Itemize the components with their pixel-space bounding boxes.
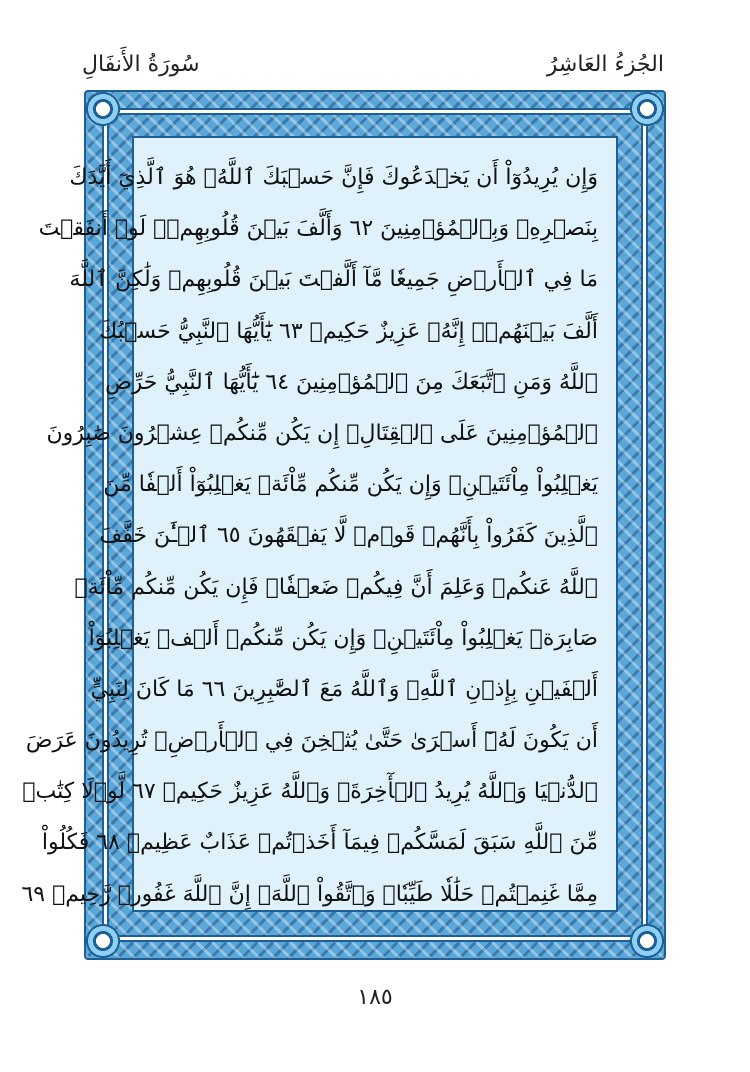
- verse-line: بِنَصۡرِهِۦ وَبِٱلۡمُؤۡمِنِينَ ٦٢ وَأَلَّفَ بَيۡنَ قُلُوبِهِمۡۚ لَوۡ أَنفَقۡتَ: [38, 216, 598, 242]
- corner-ornament-icon: [80, 918, 126, 964]
- page-number: ١٨٥: [357, 985, 393, 1010]
- verse-line: مِّنَ ٱللَّهِ سَبَقَ لَمَسَّكُمۡ فِيمَآ أَخَذۡتُمۡ عَذَابٌ عَظِيمٞ ٦٨ فَكُلُواْ: [41, 830, 598, 856]
- verse-line: أَلَّفَ بَيۡنَهُمۡۚ إِنَّهُۥ عَزِيزٌ حَكِيمٞ ٦٣ يَٰٓأَيُّهَا ٱلنَّبِيُّ حَسۡبُكَ: [99, 318, 598, 344]
- corner-ornament-icon: [624, 86, 670, 132]
- verse-line: صَابِرَةٞ يَغۡلِبُواْ مِاْئَتَيۡنِۚ وَإِن يَكُن مِّنكُمۡ أَلۡفٞ يَغۡلِبُوٓاْ: [88, 625, 598, 651]
- corner-ornament-icon: [624, 918, 670, 964]
- verse-line: مَا فِي ٱلۡأَرۡضِ جَمِيعٗا مَّآ أَلَّفۡتَ بَيۡنَ قُلُوبِهِمۡ وَلَٰكِنَّ ٱللَّهَ: [69, 267, 598, 293]
- corner-ornament-icon: [80, 86, 126, 132]
- verse-line: يَغۡلِبُواْ مِاْئَتَيۡنِۚ وَإِن يَكُن مِّنكُم مِّاْئَةٞ يَغۡلِبُوٓاْ أَلۡفٗا مِّنَ: [103, 472, 598, 498]
- verse-line: وَإِن يُرِيدُوٓاْ أَن يَخۡدَعُوكَ فَإِنَّ حَسۡبَكَ ٱللَّهُۚ هُوَ ٱلَّذِيٓ أَيَّدَكَ: [69, 165, 598, 190]
- juz-name-header: الجُزءُ العَاشِرُ: [546, 52, 664, 77]
- verse-line: ٱللَّهُ عَنكُمۡ وَعَلِمَ أَنَّ فِيكُمۡ ضَعۡفٗاۚ فَإِن يَكُن مِّنكُم مِّاْئَةٞ: [74, 574, 598, 600]
- surah-name-header: سُورَةُ الأَنفَالِ: [82, 52, 200, 77]
- verse-line: ٱلۡمُؤۡمِنِينَ عَلَى ٱلۡقِتَالِۚ إِن يَكُن مِّنكُمۡ عِشۡرُونَ صَٰبِرُونَ: [46, 420, 598, 446]
- verse-line: أَلۡفَيۡنِ بِإِذۡنِ ٱللَّهِۗ وَٱللَّهُ مَعَ ٱلصَّٰبِرِينَ ٦٦ مَا كَانَ لِنَبِيٍّ: [90, 676, 598, 702]
- verse-line: ٱلَّذِينَ كَفَرُواْ بِأَنَّهُمۡ قَوۡمٞ لَّا يَفۡقَهُونَ ٦٥ ٱلۡـَٰٔنَ خَفَّفَ: [99, 523, 598, 549]
- verse-line: أَن يَكُونَ لَهُۥٓ أَسۡرَىٰ حَتَّىٰ يُثۡخِنَ فِي ٱلۡأَرۡضِۚ تُرِيدُونَ عَرَضَ: [25, 728, 598, 754]
- verse-text-panel: [21, 136, 618, 912]
- verse-line: ٱلدُّنۡيَا وَٱللَّهُ يُرِيدُ ٱلۡأٓخِرَةَۗ وَٱللَّهُ عَزِيزٌ حَكِيمٞ ٦٧ لَّوۡلَا كِتَٰبٞ: [22, 779, 598, 805]
- verse-line: مِمَّا غَنِمۡتُمۡ حَلَٰلٗا طَيِّبٗاۚ وَٱتَّقُواْ ٱللَّهَۚ إِنَّ ٱللَّهَ غَفُورٞ رَّحِيمٞ ٦٩: [21, 881, 598, 907]
- verse-line: ٱللَّهُ وَمَنِ ٱتَّبَعَكَ مِنَ ٱلۡمُؤۡمِنِينَ ٦٤ يَٰٓأَيُّهَا ٱلنَّبِيُّ حَرِّضِ: [105, 369, 598, 395]
